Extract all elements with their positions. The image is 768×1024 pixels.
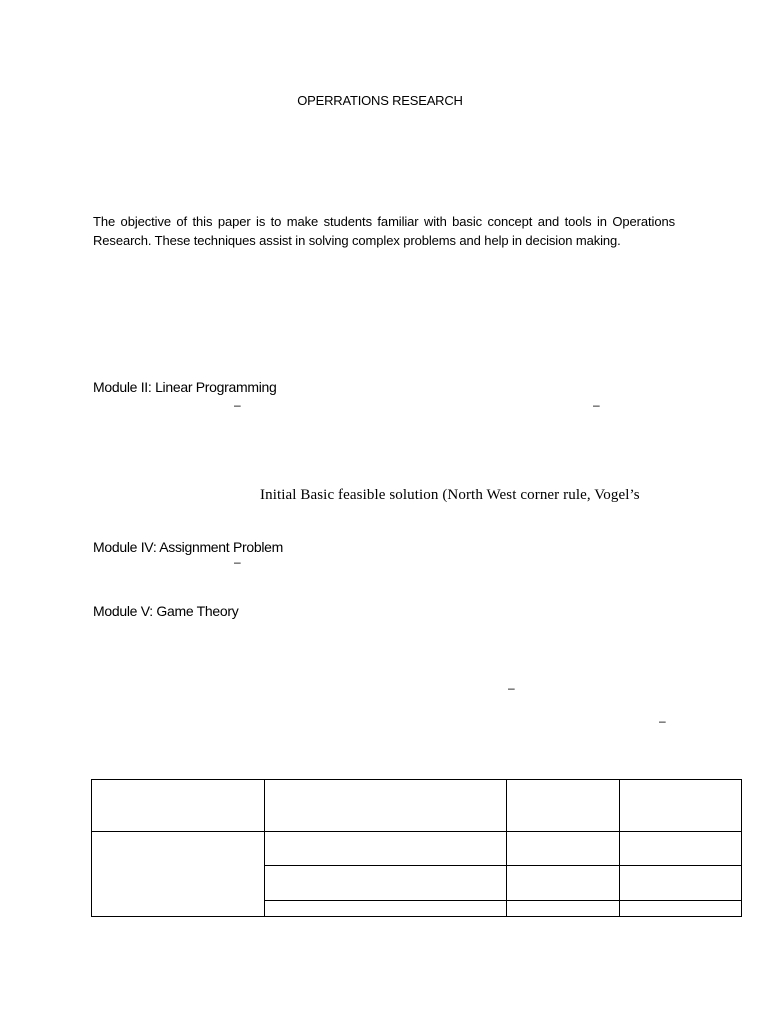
page-title: OPERRATIONS RESEARCH [297, 93, 463, 108]
table-cell [507, 866, 620, 901]
evaluation-table [91, 779, 742, 917]
table-cell [265, 780, 507, 832]
table-cell [265, 832, 507, 866]
table-header-row [92, 780, 742, 832]
table-merged-cell [92, 832, 265, 917]
table-row [92, 832, 742, 866]
module-5-heading: Module V: Game Theory [93, 603, 239, 619]
objective-paragraph: The objective of this paper is to make students familiar with basic concept and tools in Operations Research. These techniques assist in solving complex problems and help in decision making. [93, 214, 675, 248]
table-cell [620, 780, 742, 832]
module-4-heading: Module IV: Assignment Problem [93, 539, 283, 555]
table-cell [507, 901, 620, 917]
module-2-heading: Module II: Linear Programming [93, 379, 277, 395]
transportation-solution-text: Initial Basic feasible solution (North West corner rule, Vogel’s [260, 487, 640, 503]
dash-mark: – [659, 714, 666, 728]
table-cell [265, 866, 507, 901]
dash-mark: – [234, 555, 241, 569]
dash-mark: – [508, 681, 515, 695]
table-cell [265, 901, 507, 917]
dash-mark: – [234, 398, 241, 412]
table-cell [620, 866, 742, 901]
table-cell [507, 780, 620, 832]
table-cell [620, 901, 742, 917]
table-cell [507, 832, 620, 866]
dash-mark: – [593, 398, 600, 412]
table-cell [620, 832, 742, 866]
table-cell [92, 780, 265, 832]
